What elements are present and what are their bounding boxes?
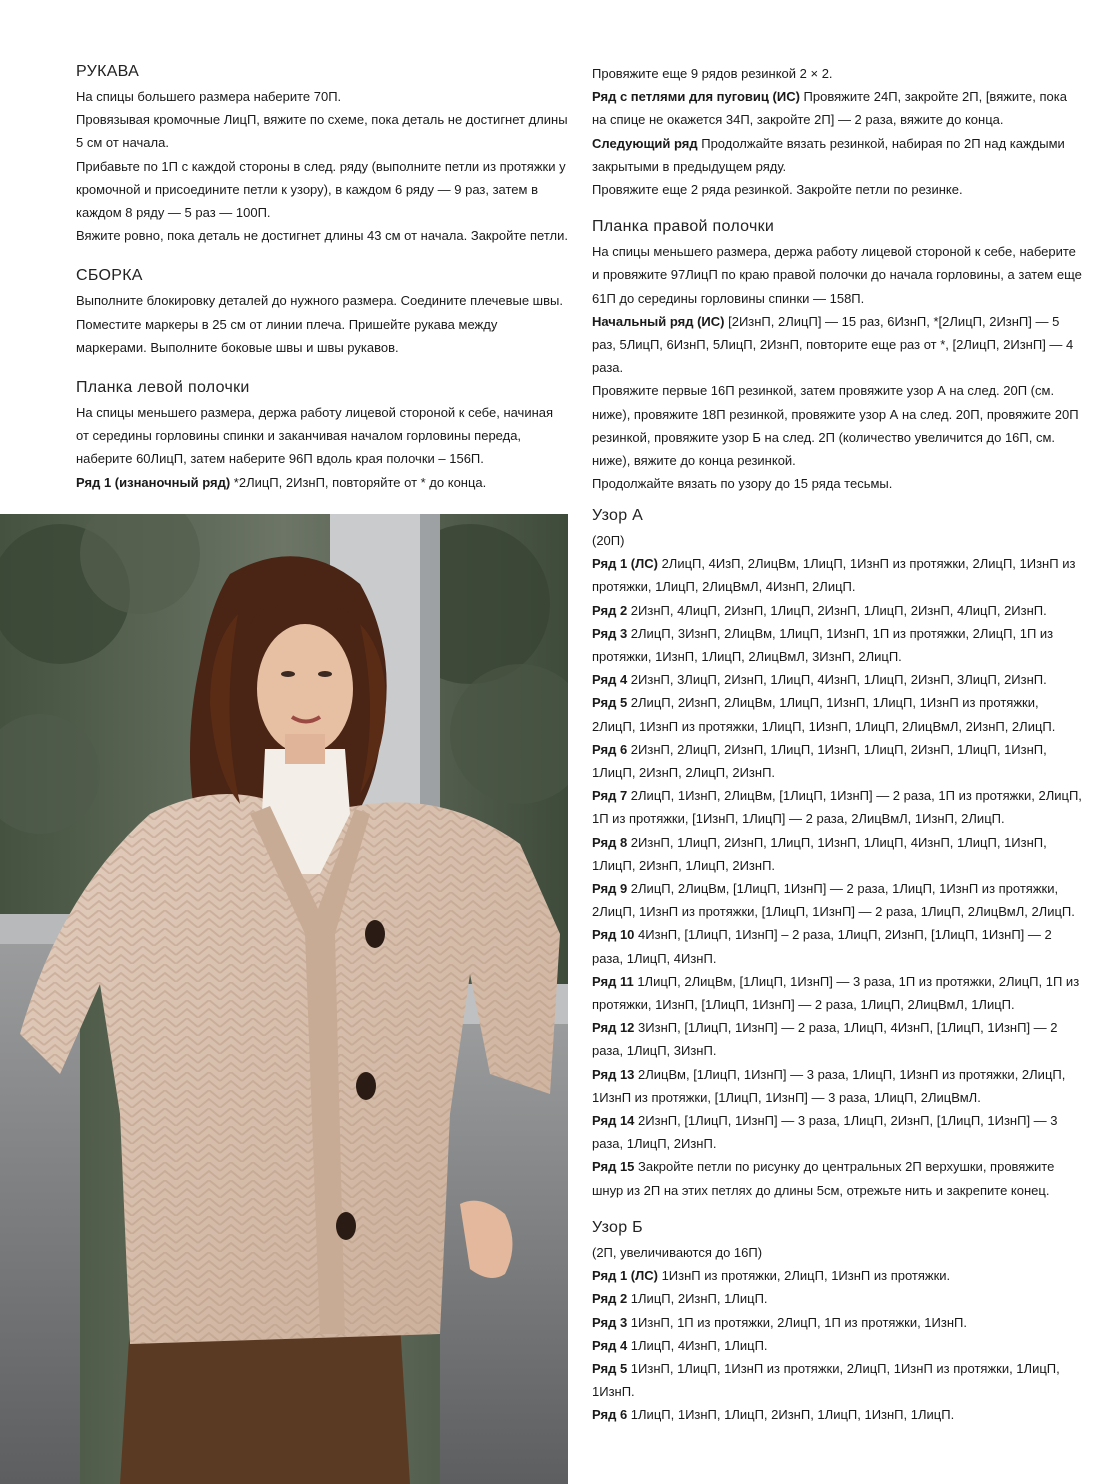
pattern-a-row-14 (592, 1109, 1084, 1155)
pattern-b-section (592, 1218, 1084, 1427)
pattern-b-stitch-count: (2П, увеличиваются до 16П) (592, 1244, 763, 1260)
row-label: Ряд 6 (592, 741, 628, 757)
row-label: Ряд 7 (592, 788, 628, 804)
right-column-top (592, 62, 1084, 495)
row-label: Ряд 1 (изнаночный ряд) (76, 474, 231, 490)
row-text: 2ЛицП, 3ИзнП, 2ЛицВм, 1ЛицП, 1ИзнП, 1П из протяжки, 2ЛицП, 1П из протяжки, 1ИзнП, 1ЛицП, 2ЛицВмЛ, 3ИзнП, 2ЛицП. (592, 625, 1054, 665)
row-text: [2ИзнП, 2ЛицП] — 15 раз, 6ИзнП, *[2ЛицП, 2ИзнП] — 5 раз, 5ЛицП, 6ИзнП, 5ЛицП, 2ИзнП, повторите еще раз от *, [2ЛицП, 2ИзнП] — 4 раза. (592, 313, 1074, 376)
row-text: 1ИзнП из протяжки, 2ЛицП, 1ИзнП из протяжки. (657, 1268, 951, 1284)
row-label: Ряд 11 (592, 973, 634, 989)
left-column (76, 62, 568, 504)
row-label: Ряд 15 (592, 1159, 635, 1175)
model-photo (0, 514, 568, 1484)
row-text: 3ИзнП, [1ЛицП, 1ИзнП] — 2 раза, 1ЛицП, 4ИзнП, [1ЛицП, 1ИзнП] — 2 раза, 1ЛицП, 3ИзнП. (592, 1020, 1058, 1059)
row-text: 2ИзнП, 4ЛицП, 2ИзнП, 1ЛицП, 2ИзнП, 1ЛицП, 2ИзнП, 4ЛицП, 2ИзнП. (627, 602, 1047, 618)
row-text: 2ИзнП, [1ЛицП, 1ИзнП] — 3 раза, 1ЛицП, 2ИзнП, [1ЛицП, 1ИзнП] — 3 раза, 1ЛицП, 2ИзнП. (592, 1113, 1058, 1152)
assembly-section (76, 266, 568, 359)
pattern-a-row-6 (592, 738, 1084, 784)
row-text: Продолжайте вязать по узору до 15 ряда тесьмы. (592, 476, 893, 492)
pattern-a-stitch-count: (20П) (592, 533, 625, 548)
row-text: 1ЛицП, 2ЛицВм, [1ЛицП, 1ИзнП] — 3 раза, 1П из протяжки, 2ЛицП, 1П из протяжки, 1ИзнП, [1ЛицП, 1ИзнП] — 2 раза, 1ЛицП, 2ЛицВмЛ, 1ЛицП. (592, 973, 1080, 1013)
row-label: Ряд 1 (ЛС) (592, 1268, 658, 1284)
row-label: Ряд 3 (592, 625, 628, 641)
pattern-a-row-7 (592, 784, 1084, 830)
left-band-section (76, 378, 568, 494)
assembly-text: Выполните блокировку деталей до нужного размера. Соедините плечевые швы. Поместите маркеры в 25 см от линии плеча. Пришейте рукава между маркерами. Выполните боковые швы и швы рукавов. (76, 293, 563, 355)
sleeves-heading: РУКАВА (76, 63, 140, 80)
pattern-a-row-4 (592, 668, 1084, 691)
row-label: Ряд 14 (592, 1113, 635, 1129)
pattern-b-rows (592, 1264, 1084, 1426)
row-text: 1ЛицП, 4ИзнП, 1ЛицП. (627, 1337, 768, 1353)
row-text: Провяжите еще 2 ряда резинкой. Закройте петли по резинке. (592, 182, 963, 198)
row-label: Ряд 10 (592, 927, 635, 943)
pattern-b-row-4 (592, 1334, 1084, 1357)
row-text: 2ЛицП, 2ЛицВм, [1ЛицП, 1ИзнП] — 2 раза, 1ЛицП, 1ИзнП из протяжки, 2ЛицП, 1ИзнП из протяжки, [1ЛицП, 1ИзнП] — 2 раза, 1ЛицП, 2ЛицВмЛ, 2ЛицП. (592, 881, 1075, 920)
left-band-text: На спицы меньшего размера, держа работу лицевой стороной к себе, начиная от середины горловины спинки и заканчивая началом горловины переда, наберите 60ЛицП, затем наберите 96П вдоль края полочки – 156П. (76, 405, 554, 467)
row-label: Ряд 4 (592, 672, 628, 688)
row-label: Ряд 9 (592, 881, 628, 897)
row-text: 2ИзнП, 1ЛицП, 2ИзнП, 1ЛицП, 1ИзнП, 1ЛицП, 4ИзнП, 1ЛицП, 1ИзнП, 1ЛицП, 2ИзнП, 1ЛицП, 2ИзнП. (592, 834, 1047, 873)
row-text: Продолжайте вязать резинкой, набирая по 2П над каждыми закрытыми в предыдущем ряду. (592, 135, 1065, 174)
pattern-b-row-2 (592, 1287, 1084, 1310)
row-text: На спицы меньшего размера, держа работу лицевой стороной к себе, наберите и провяжите 97ЛицП по краю правой полочки до начала горловины, а затем еще 61П до середины горловины спинки — 158П. (592, 244, 1082, 306)
right-band-line-1 (592, 240, 1084, 310)
right-band-line-3 (592, 379, 1084, 472)
row-text: 2ЛицП, 2ИзнП, 2ЛицВм, 1ЛицП, 1ИзнП, 1ЛицП, 1ИзнП из протяжки, 2ЛицП, 1ИзнП из протяжки, 1ЛицП, 1ИзнП, 1ЛицП, 2ЛицВмЛ, 2ИзнП, 2ЛицП. (592, 695, 1056, 734)
row-text: Закройте петли по рисунку до центральных 2П верхушки, провяжите шнур из 2П на этих петлях до длины 5см, отрежьте нить и закрепите конец. (592, 1159, 1055, 1198)
row-label: Ряд 3 (592, 1314, 628, 1330)
row-label: Ряд 6 (592, 1407, 628, 1423)
pattern-b-heading: Узор Б (592, 1218, 643, 1236)
row-label: Ряд 12 (592, 1020, 635, 1036)
buttonhole-row (592, 85, 1084, 131)
row-text: 1ИзнП, 1П из протяжки, 2ЛицП, 1П из протяжки, 1ИзнП. (627, 1314, 967, 1330)
row-text: Провяжите первые 16П резинкой, затем провяжите узор А на след. 20П (см. ниже), провяжите 18П резинкой, провяжите узор А на след. 20П, провяжите 20П резинкой, провяжите узор Б на след. 2П (количество увеличится до 16П, см. ниже), вяжите до конца резинкой. (592, 383, 1079, 469)
row-text: 4ИзнП, [1ЛицП, 1ИзнП] – 2 раза, 1ЛицП, 2ИзнП, [1ЛицП, 1ИзнП] — 2 раза, 1ЛицП, 4ИзнП. (592, 927, 1052, 966)
pattern-b-row-3 (592, 1311, 1084, 1334)
row-text: 2ИзнП, 3ЛицП, 2ИзнП, 1ЛицП, 4ИзнП, 1ЛицП, 2ИзнП, 3ЛицП, 2ИзнП. (627, 672, 1047, 688)
right-band-section (592, 217, 1084, 495)
row-label: Ряд 13 (592, 1066, 635, 1082)
row-text: Провяжите 24П, закройте 2П, [вяжите, пока на спице не окажется 34П, закройте 2П] — 2 раза, вяжите до конца. (592, 89, 1067, 128)
pattern-b-row-5 (592, 1357, 1084, 1403)
pattern-a-row-12 (592, 1016, 1084, 1062)
next-row (592, 132, 1084, 178)
pattern-a-row-2 (592, 599, 1084, 622)
row-label: Ряд 5 (592, 695, 628, 711)
row-label: Ряд 5 (592, 1360, 628, 1376)
pattern-a-row-11 (592, 970, 1084, 1016)
pattern-a-row-8 (592, 831, 1084, 877)
pattern-a-rows (592, 552, 1084, 1202)
row-label: Ряд 1 (ЛС) (592, 556, 658, 572)
assembly-heading: СБОРКА (76, 267, 143, 285)
row-label: Ряд 2 (592, 1291, 628, 1307)
row-text: 1ЛицП, 2ИзнП, 1ЛицП. (627, 1291, 768, 1307)
pattern-a-row-3 (592, 622, 1084, 668)
pattern-a-row-5 (592, 691, 1084, 737)
row-text: 2ЛицП, 4ИзП, 2ЛицВм, 1ЛицП, 1ИзнП из протяжки, 2ЛицП, 1ИзнП из протяжки, 1ЛицП, 2ЛицВмЛ, 4ИзнП, 2ЛицП. (592, 556, 1076, 595)
row-text: 1ЛицП, 1ИзнП, 1ЛицП, 2ИзнП, 1ЛицП, 1ИзнП, 1ЛицП. (627, 1407, 955, 1423)
row-text: *2ЛицП, 2ИзнП, повторяйте от * до конца. (230, 474, 487, 490)
row-text: 2ЛицП, 1ИзнП, 2ЛицВм, [1ЛицП, 1ИзнП] — 2 раза, 1П из протяжки, 2ЛицП, 1П из протяжки, [1ИзнП, 1ЛицП] — 2 раза, 2ЛицВмЛ, 1ИзнП, 2ЛицП. (592, 788, 1082, 827)
final-rib-line (592, 178, 1084, 201)
row-text: 2ЛицВм, [1ЛицП, 1ИзнП] — 3 раза, 1ЛицП, 1ИзнП из протяжки, 2ЛицП, 1ИзнП из протяжки, [1ЛицП, 1ИзнП] — 3 раза, 1ЛицП, 2ЛицВмЛ. (592, 1066, 1066, 1105)
left-band-heading: Планка левой полочки (76, 379, 250, 397)
row-text: Провяжите еще 9 рядов резинкой 2 × 2. (592, 66, 833, 81)
row-label: Следующий ряд (592, 135, 698, 151)
pattern-a-row-15 (592, 1155, 1084, 1201)
pattern-a-section (592, 506, 1084, 1202)
right-band-line-4 (592, 472, 1084, 495)
pattern-a-row-10 (592, 923, 1084, 969)
sleeves-section (76, 62, 568, 247)
row-label: Ряд 2 (592, 602, 628, 618)
left-band-row-1 (76, 471, 568, 494)
right-column-patterns (592, 506, 1084, 1427)
model-photo-illustration (0, 514, 568, 1484)
pattern-a-row-13 (592, 1063, 1084, 1109)
right-band-heading: Планка правой полочки (592, 218, 775, 236)
pattern-a-heading: Узор А (592, 507, 644, 524)
row-text: 1ИзнП, 1ЛицП, 1ИзнП из протяжки, 2ЛицП, 1ИзнП из протяжки, 1ЛицП, 1ИзнП. (592, 1360, 1060, 1400)
rib-rows-line (592, 62, 1084, 85)
sleeves-line-3: Прибавьте по 1П с каждой стороны в след. ряду (выполните петли из протяжки у кромочной и присоедините петли к узору), в каждом 6 ряду — 9 раз, затем в каждом 8 ряду — 5 раз — 100П. (76, 158, 566, 221)
row-label: Ряд 4 (592, 1337, 628, 1353)
sleeves-line-2: Провязывая кромочные ЛицП, вяжите по схеме, пока деталь не достигнет длины 5 см от начала. (76, 112, 568, 151)
pattern-b-row-6 (592, 1403, 1084, 1426)
pattern-a-row-9 (592, 877, 1084, 923)
sleeves-line-4: Вяжите ровно, пока деталь не достигнет длины 43 см от начала. Закройте петли. (76, 228, 568, 244)
sleeves-line-1: На спицы большего размера наберите 70П. (76, 89, 342, 104)
row-label: Начальный ряд (ИС) (592, 313, 725, 329)
pattern-a-row-1 (592, 552, 1084, 598)
row-label: Ряд 8 (592, 834, 628, 850)
row-text: 2ИзнП, 2ЛицП, 2ИзнП, 1ЛицП, 1ИзнП, 1ЛицП, 2ИзнП, 1ЛицП, 1ИзнП, 1ЛицП, 2ИзнП, 2ЛицП, 2ИзнП. (592, 741, 1047, 781)
row-label: Ряд с петлями для пуговиц (ИС) (592, 89, 800, 105)
right-band-line-2 (592, 310, 1084, 380)
pattern-b-row-1 (592, 1264, 1084, 1287)
